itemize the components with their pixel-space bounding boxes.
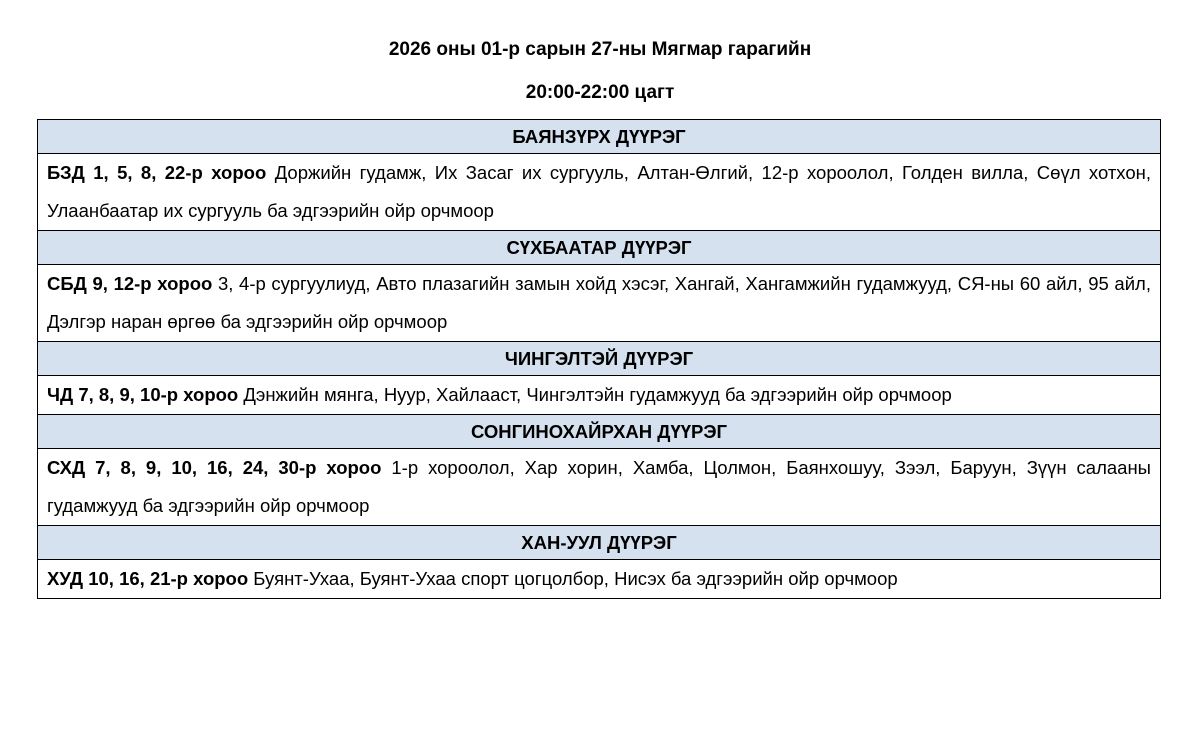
district-detail-cell xyxy=(38,449,1161,526)
khoroo-code: ХУД 10, 16, 21-р хороо xyxy=(47,568,249,589)
khoroo-code: ЧД 7, 8, 9, 10-р хороо xyxy=(47,384,239,405)
district-detail-row xyxy=(38,449,1161,526)
district-header-cell xyxy=(38,415,1161,449)
district-name: БАЯНЗҮРХ ДҮҮРЭГ xyxy=(512,125,686,147)
district-header-row xyxy=(38,415,1161,449)
district-detail-cell xyxy=(38,154,1161,231)
khoroo-code: БЗД 1, 5, 8, 22-р хороо xyxy=(47,162,267,183)
district-detail-row xyxy=(38,376,1161,415)
area-list: Дэнжийн мянга, Нуур, Хайлааст, Чингэлтэйн гудамжууд ба эдгээрийн ойр орчмоор xyxy=(243,384,952,405)
district-header-row xyxy=(38,120,1161,154)
outage-schedule-table xyxy=(37,119,1161,599)
district-header-row xyxy=(38,231,1161,265)
area-list: 3, 4-р сургуулиуд, Авто плазагийн замын хойд хэсэг, Хангай, Хангамжийн гудамжууд, СЯ-ны 60 айл, 95 айл, Дэлгэр наран өргөө ба эдгээрийн ойр орчмоор xyxy=(47,273,1151,332)
district-detail-row xyxy=(38,560,1161,599)
district-name: ЧИНГЭЛТЭЙ ДҮҮРЭГ xyxy=(504,347,694,369)
district-header-cell xyxy=(38,342,1161,376)
district-header-row xyxy=(38,342,1161,376)
district-detail-cell xyxy=(38,560,1161,599)
area-list: Доржийн гудамж, Их Засаг их сургууль, Алтан-Өлгий, 12-р хороолол, Голден вилла, Сөүл хотхон, Улаанбаатар их сургууль ба эдгээрийн ойр орчмоор xyxy=(47,162,1151,221)
district-header-cell xyxy=(38,120,1161,154)
schedule-date-title: 2026 оны 01-р сарын 27-ны Мягмар гарагийн xyxy=(388,39,812,60)
area-list: Буянт-Ухаа, Буянт-Ухаа спорт цогцолбор, Нисэх ба эдгээрийн ойр орчмоор xyxy=(253,568,898,589)
district-name: СҮХБААТАР ДҮҮРЭГ xyxy=(506,236,692,258)
area-list: 1-р хороолол, Хар хорин, Хамба, Цолмон, Баянхошуу, Зээл, Баруун, Зүүн салааны гудамжууд ба эдгээрийн ойр орчмоор xyxy=(47,457,1151,516)
district-detail-row xyxy=(38,265,1161,342)
khoroo-code: СБД 9, 12-р хороо xyxy=(47,273,213,294)
district-detail-cell xyxy=(38,376,1161,415)
district-name: ХАН-УУЛ ДҮҮРЭГ xyxy=(521,531,677,553)
khoroo-code: СХД 7, 8, 9, 10, 16, 24, 30-р хороо xyxy=(47,457,382,478)
district-header-row xyxy=(38,526,1161,560)
district-header-cell xyxy=(38,526,1161,560)
district-detail-row xyxy=(38,154,1161,231)
district-detail-cell xyxy=(38,265,1161,342)
district-header-cell xyxy=(38,231,1161,265)
district-name: СОНГИНОХАЙРХАН ДҮҮРЭГ xyxy=(470,420,728,442)
schedule-time-title: 20:00-22:00 цагт xyxy=(525,82,675,103)
